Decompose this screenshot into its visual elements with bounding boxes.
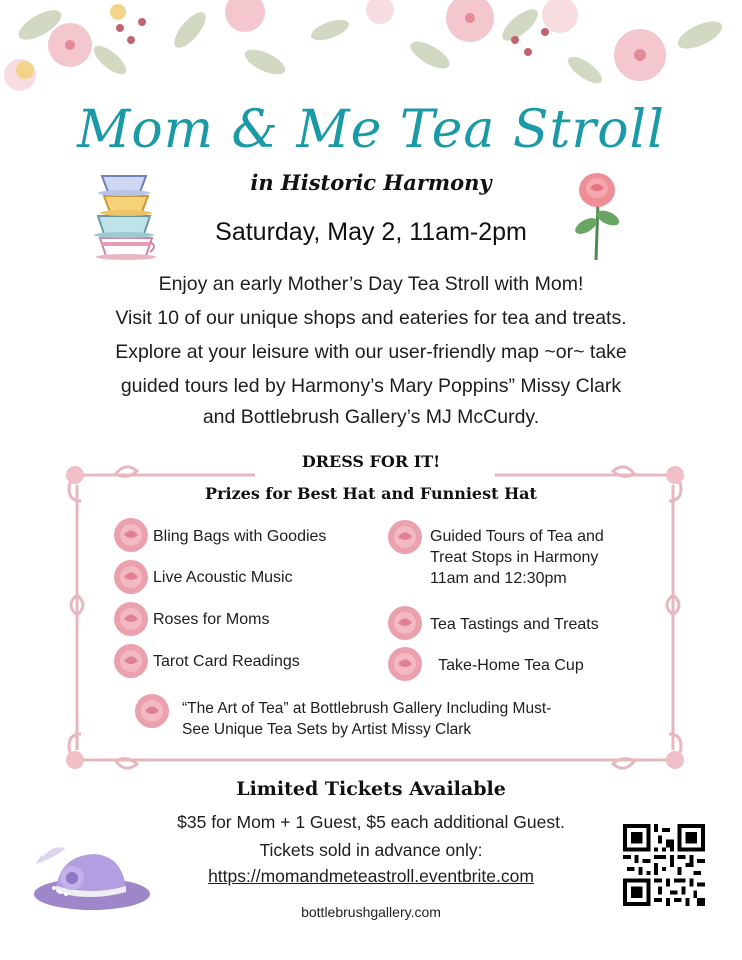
feature-guided-tours-line: Treat Stops in Harmony	[430, 549, 599, 566]
event-date-time: Saturday, May 2, 11am-2pm	[215, 218, 527, 246]
feature-art-of-tea-line: See Unique Tea Sets by Artist Missy Clark	[182, 721, 472, 738]
rose-bullet-icon	[133, 692, 171, 730]
feature-guided-tours-line: 11am and 12:30pm	[430, 570, 567, 587]
floral-header-decoration	[0, 0, 742, 98]
rose-bullet-icon	[112, 600, 150, 638]
rose-bullet-icon	[386, 604, 424, 642]
feature-roses: Roses for Moms	[153, 611, 270, 628]
feature-guided-tours	[430, 526, 604, 589]
eventbrite-link[interactable]: https://momandmeteastroll.eventbrite.com	[208, 866, 534, 886]
rose-bullet-icon	[112, 516, 150, 554]
prizes-line: Prizes for Best Hat and Funniest Hat	[205, 484, 537, 503]
intro-line-5: and Bottlebrush Gallery’s MJ McCurdy.	[202, 406, 540, 428]
event-title: Mom & Me Tea Stroll	[77, 100, 665, 160]
event-subtitle: in Historic Harmony	[250, 170, 492, 195]
ticket-price: $35 for Mom + 1 Guest, $5 each additional Guest.	[177, 812, 565, 832]
feature-art-of-tea	[182, 698, 551, 740]
feature-tarot: Tarot Card Readings	[153, 653, 300, 670]
tickets-advance-note: Tickets sold in advance only:	[259, 840, 483, 860]
purple-hat-icon	[28, 836, 150, 916]
feature-tea-tastings: Tea Tastings and Treats	[430, 616, 599, 633]
feature-tea-cup: Take-Home Tea Cup	[434, 657, 584, 674]
qr-code-icon[interactable]	[623, 824, 705, 906]
rose-icon	[570, 170, 624, 262]
rose-bullet-icon	[386, 645, 424, 683]
rose-bullet-icon	[112, 558, 150, 596]
rose-bullet-icon	[386, 518, 424, 556]
feature-live-music: Live Acoustic Music	[153, 569, 293, 586]
intro-line-4: guided tours led by Harmony’s Mary Poppins” Missy Clark	[120, 375, 622, 397]
dress-heading: DRESS FOR IT!	[301, 452, 441, 471]
intro-line-2: Visit 10 of our unique shops and eateries for tea and treats.	[115, 307, 627, 329]
feature-art-of-tea-line: “The Art of Tea” at Bottlebrush Gallery Including Must-	[182, 700, 552, 717]
tickets-heading: Limited Tickets Available	[236, 778, 506, 800]
feature-bling-bags: Bling Bags with Goodies	[153, 528, 327, 545]
intro-line-1: Enjoy an early Mother’s Day Tea Stroll with Mom!	[158, 273, 584, 295]
feature-guided-tours-line: Guided Tours of Tea and	[430, 528, 604, 545]
rose-bullet-icon	[112, 642, 150, 680]
website-text: bottlebrushgallery.com	[301, 904, 441, 920]
intro-line-3: Explore at your leisure with our user-friendly map ~or~ take	[115, 341, 627, 363]
